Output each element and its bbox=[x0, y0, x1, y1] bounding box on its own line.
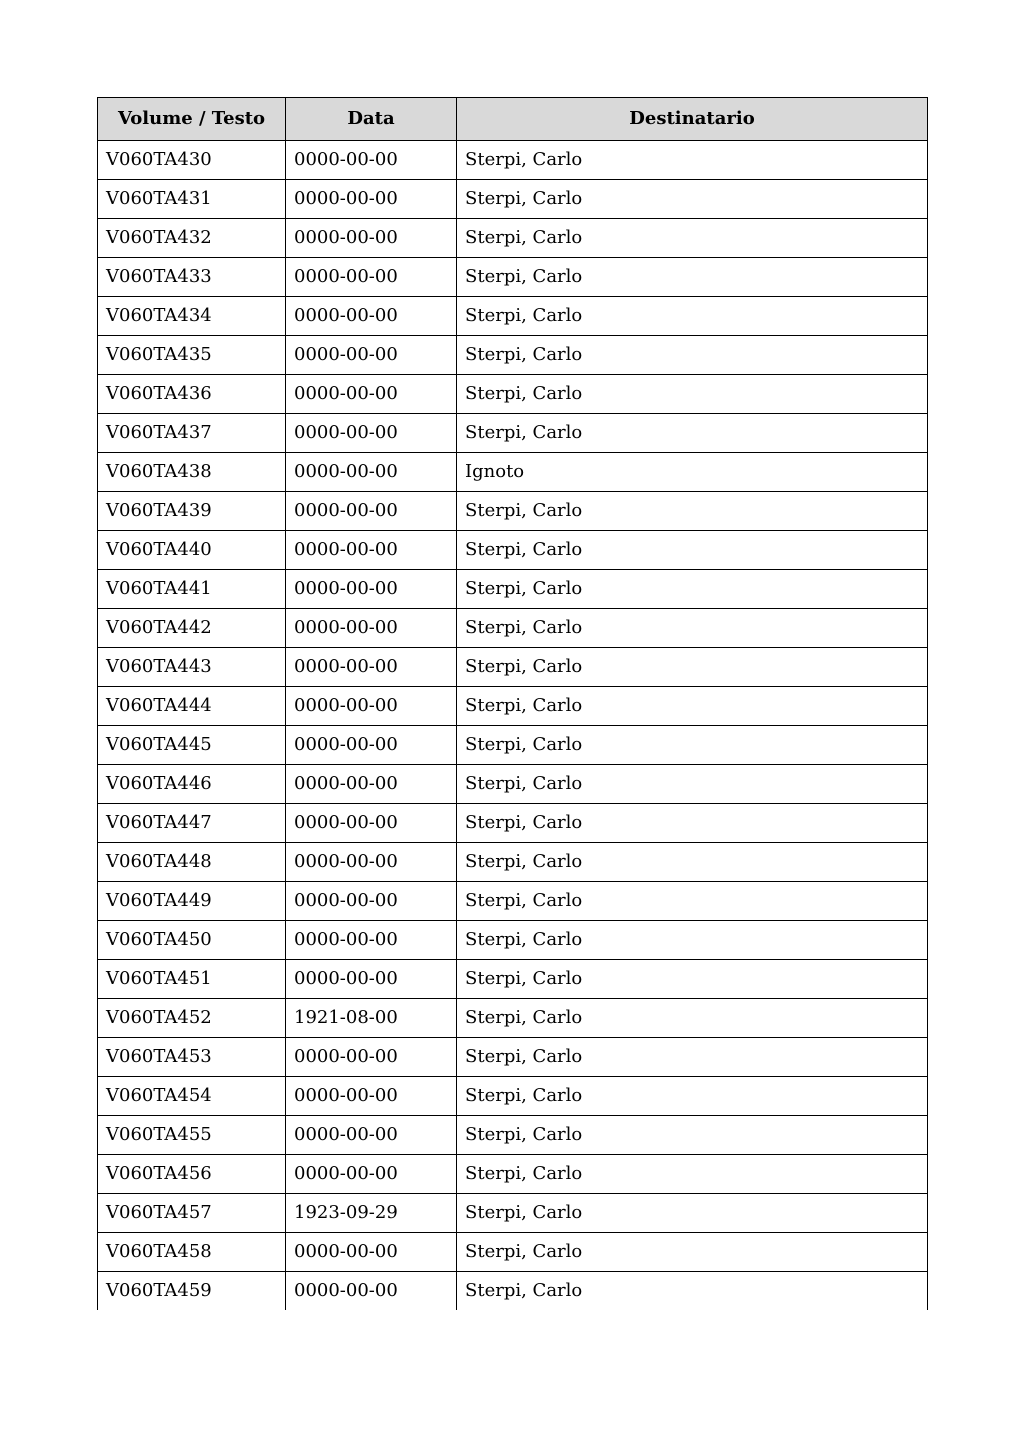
cell-destinatario: Sterpi, Carlo bbox=[457, 999, 928, 1038]
table-row bbox=[98, 1233, 928, 1272]
cell-destinatario: Sterpi, Carlo bbox=[457, 414, 928, 453]
cell-destinatario: Sterpi, Carlo bbox=[457, 960, 928, 999]
table-row bbox=[98, 1155, 928, 1194]
cell-data: 0000-00-00 bbox=[286, 1077, 457, 1116]
table-row bbox=[98, 1194, 928, 1233]
cell-volume-testo: V060TA445 bbox=[98, 726, 286, 765]
cell-volume-testo: V060TA458 bbox=[98, 1233, 286, 1272]
cell-data: 0000-00-00 bbox=[286, 1116, 457, 1155]
cell-destinatario: Sterpi, Carlo bbox=[457, 687, 928, 726]
cell-destinatario: Sterpi, Carlo bbox=[457, 531, 928, 570]
cell-destinatario: Sterpi, Carlo bbox=[457, 726, 928, 765]
cell-data: 0000-00-00 bbox=[286, 414, 457, 453]
cell-destinatario: Sterpi, Carlo bbox=[457, 336, 928, 375]
column-header-volume-testo: Volume / Testo bbox=[98, 98, 286, 141]
cell-data: 0000-00-00 bbox=[286, 453, 457, 492]
column-header-destinatario: Destinatario bbox=[457, 98, 928, 141]
cell-data: 0000-00-00 bbox=[286, 726, 457, 765]
table-row bbox=[98, 804, 928, 843]
cell-volume-testo: V060TA451 bbox=[98, 960, 286, 999]
table-row bbox=[98, 258, 928, 297]
cell-data: 0000-00-00 bbox=[286, 921, 457, 960]
table-row bbox=[98, 375, 928, 414]
cell-destinatario: Sterpi, Carlo bbox=[457, 843, 928, 882]
table-row bbox=[98, 492, 928, 531]
cell-volume-testo: V060TA436 bbox=[98, 375, 286, 414]
cell-destinatario: Sterpi, Carlo bbox=[457, 1272, 928, 1311]
cell-data: 0000-00-00 bbox=[286, 609, 457, 648]
cell-data: 0000-00-00 bbox=[286, 297, 457, 336]
cell-volume-testo: V060TA438 bbox=[98, 453, 286, 492]
cell-data: 0000-00-00 bbox=[286, 843, 457, 882]
table-row bbox=[98, 180, 928, 219]
cell-volume-testo: V060TA440 bbox=[98, 531, 286, 570]
cell-volume-testo: V060TA454 bbox=[98, 1077, 286, 1116]
cell-destinatario: Sterpi, Carlo bbox=[457, 648, 928, 687]
table-row bbox=[98, 570, 928, 609]
cell-data: 1921-08-00 bbox=[286, 999, 457, 1038]
cell-destinatario: Sterpi, Carlo bbox=[457, 180, 928, 219]
cell-volume-testo: V060TA432 bbox=[98, 219, 286, 258]
table-row bbox=[98, 648, 928, 687]
cell-volume-testo: V060TA437 bbox=[98, 414, 286, 453]
cell-volume-testo: V060TA444 bbox=[98, 687, 286, 726]
cell-destinatario: Sterpi, Carlo bbox=[457, 141, 928, 180]
cell-destinatario: Sterpi, Carlo bbox=[457, 882, 928, 921]
table-row bbox=[98, 765, 928, 804]
cell-volume-testo: V060TA450 bbox=[98, 921, 286, 960]
cell-data: 0000-00-00 bbox=[286, 960, 457, 999]
cell-volume-testo: V060TA459 bbox=[98, 1272, 286, 1311]
cell-volume-testo: V060TA431 bbox=[98, 180, 286, 219]
table-body bbox=[98, 141, 928, 1311]
table-row bbox=[98, 843, 928, 882]
cell-destinatario: Sterpi, Carlo bbox=[457, 492, 928, 531]
table-row bbox=[98, 999, 928, 1038]
cell-destinatario: Sterpi, Carlo bbox=[457, 219, 928, 258]
cell-destinatario: Sterpi, Carlo bbox=[457, 1194, 928, 1233]
table-row bbox=[98, 1038, 928, 1077]
cell-volume-testo: V060TA453 bbox=[98, 1038, 286, 1077]
cell-volume-testo: V060TA457 bbox=[98, 1194, 286, 1233]
cell-destinatario: Sterpi, Carlo bbox=[457, 375, 928, 414]
header-row bbox=[98, 98, 928, 141]
cell-volume-testo: V060TA441 bbox=[98, 570, 286, 609]
table-row bbox=[98, 336, 928, 375]
cell-destinatario: Sterpi, Carlo bbox=[457, 570, 928, 609]
table-row bbox=[98, 921, 928, 960]
column-header-data: Data bbox=[286, 98, 457, 141]
cell-data: 0000-00-00 bbox=[286, 180, 457, 219]
table-row bbox=[98, 297, 928, 336]
cell-destinatario: Sterpi, Carlo bbox=[457, 921, 928, 960]
table-row bbox=[98, 687, 928, 726]
table-row bbox=[98, 1077, 928, 1116]
cell-volume-testo: V060TA442 bbox=[98, 609, 286, 648]
cell-volume-testo: V060TA430 bbox=[98, 141, 286, 180]
cell-destinatario: Sterpi, Carlo bbox=[457, 609, 928, 648]
table-row bbox=[98, 609, 928, 648]
table-row bbox=[98, 1272, 928, 1311]
cell-data: 0000-00-00 bbox=[286, 492, 457, 531]
table-row bbox=[98, 726, 928, 765]
cell-volume-testo: V060TA452 bbox=[98, 999, 286, 1038]
cell-data: 0000-00-00 bbox=[286, 336, 457, 375]
cell-data: 0000-00-00 bbox=[286, 375, 457, 414]
table-header bbox=[98, 98, 928, 141]
cell-volume-testo: V060TA439 bbox=[98, 492, 286, 531]
cell-volume-testo: V060TA433 bbox=[98, 258, 286, 297]
cell-destinatario: Sterpi, Carlo bbox=[457, 804, 928, 843]
cell-destinatario: Sterpi, Carlo bbox=[457, 765, 928, 804]
cell-data: 0000-00-00 bbox=[286, 1272, 457, 1311]
cell-data: 0000-00-00 bbox=[286, 648, 457, 687]
table-row bbox=[98, 1116, 928, 1155]
cell-volume-testo: V060TA456 bbox=[98, 1155, 286, 1194]
cell-volume-testo: V060TA447 bbox=[98, 804, 286, 843]
cell-destinatario: Sterpi, Carlo bbox=[457, 258, 928, 297]
cell-data: 0000-00-00 bbox=[286, 804, 457, 843]
cell-data: 0000-00-00 bbox=[286, 219, 457, 258]
cell-volume-testo: V060TA443 bbox=[98, 648, 286, 687]
cell-data: 0000-00-00 bbox=[286, 531, 457, 570]
table-row bbox=[98, 882, 928, 921]
cell-destinatario: Sterpi, Carlo bbox=[457, 1233, 928, 1272]
table-row bbox=[98, 531, 928, 570]
cell-data: 0000-00-00 bbox=[286, 1155, 457, 1194]
cell-volume-testo: V060TA434 bbox=[98, 297, 286, 336]
cell-data: 0000-00-00 bbox=[286, 258, 457, 297]
cell-data: 0000-00-00 bbox=[286, 687, 457, 726]
cell-volume-testo: V060TA446 bbox=[98, 765, 286, 804]
cell-data: 0000-00-00 bbox=[286, 141, 457, 180]
table-row bbox=[98, 960, 928, 999]
cell-data: 0000-00-00 bbox=[286, 1233, 457, 1272]
table-row bbox=[98, 141, 928, 180]
cell-destinatario: Sterpi, Carlo bbox=[457, 1038, 928, 1077]
table-row bbox=[98, 453, 928, 492]
cell-destinatario: Ignoto bbox=[457, 453, 928, 492]
cell-data: 0000-00-00 bbox=[286, 1038, 457, 1077]
cell-destinatario: Sterpi, Carlo bbox=[457, 297, 928, 336]
cell-data: 0000-00-00 bbox=[286, 882, 457, 921]
cell-volume-testo: V060TA435 bbox=[98, 336, 286, 375]
cell-destinatario: Sterpi, Carlo bbox=[457, 1116, 928, 1155]
letters-table bbox=[97, 97, 928, 1310]
cell-volume-testo: V060TA448 bbox=[98, 843, 286, 882]
cell-destinatario: Sterpi, Carlo bbox=[457, 1077, 928, 1116]
cell-volume-testo: V060TA455 bbox=[98, 1116, 286, 1155]
table-row bbox=[98, 219, 928, 258]
table-row bbox=[98, 414, 928, 453]
cell-data: 0000-00-00 bbox=[286, 570, 457, 609]
cell-data: 0000-00-00 bbox=[286, 765, 457, 804]
cell-destinatario: Sterpi, Carlo bbox=[457, 1155, 928, 1194]
cell-volume-testo: V060TA449 bbox=[98, 882, 286, 921]
cell-data: 1923-09-29 bbox=[286, 1194, 457, 1233]
